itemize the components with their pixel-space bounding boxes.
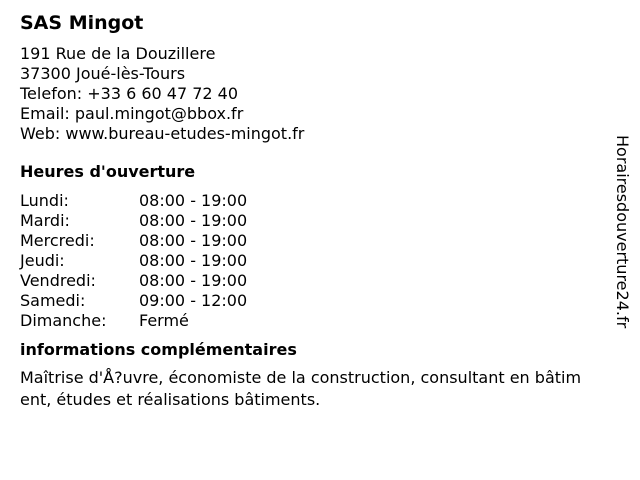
day-label: Mercredi: [20,231,95,250]
company-name: SAS Mingot [20,12,144,34]
info-title: informations complémentaires [20,340,297,359]
street-address: 191 Rue de la Douzillere [20,44,216,63]
day-label: Vendredi: [20,271,96,290]
website-url: Web: www.bureau-etudes-mingot.fr [20,124,305,143]
info-text: Maîtrise d'Å?uvre, économiste de la construction, consultant en bâtiment, études et réalisations bâtiments. [20,368,582,409]
hours-table [20,191,605,331]
hours-row [20,251,605,271]
contact-block [20,44,605,144]
time-value: 08:00 - 19:00 [139,191,248,210]
business-card [20,10,605,411]
day-label: Mardi: [20,211,70,230]
side-watermark-label: Horairesdouverture24.fr [613,135,632,329]
hours-row [20,271,605,291]
hours-row [20,291,605,311]
hours-row [20,191,605,211]
day-label: Lundi: [20,191,69,210]
city-address: 37300 Joué-lès-Tours [20,64,186,83]
hours-title: Heures d'ouverture [20,162,196,181]
day-label: Dimanche: [20,311,107,330]
phone-number: Telefon: +33 6 60 47 72 40 [20,84,239,103]
time-value: 08:00 - 19:00 [139,251,248,270]
time-value: 08:00 - 19:00 [139,231,248,250]
email-address: Email: paul.mingot@bbox.fr [20,104,244,123]
time-value: 08:00 - 19:00 [139,211,248,230]
time-value: 09:00 - 12:00 [139,291,248,310]
day-label: Samedi: [20,291,86,310]
day-label: Jeudi: [20,251,65,270]
hours-row [20,311,605,331]
time-value: 08:00 - 19:00 [139,271,248,290]
hours-row [20,211,605,231]
hours-row [20,231,605,251]
time-value: Fermé [139,311,189,330]
